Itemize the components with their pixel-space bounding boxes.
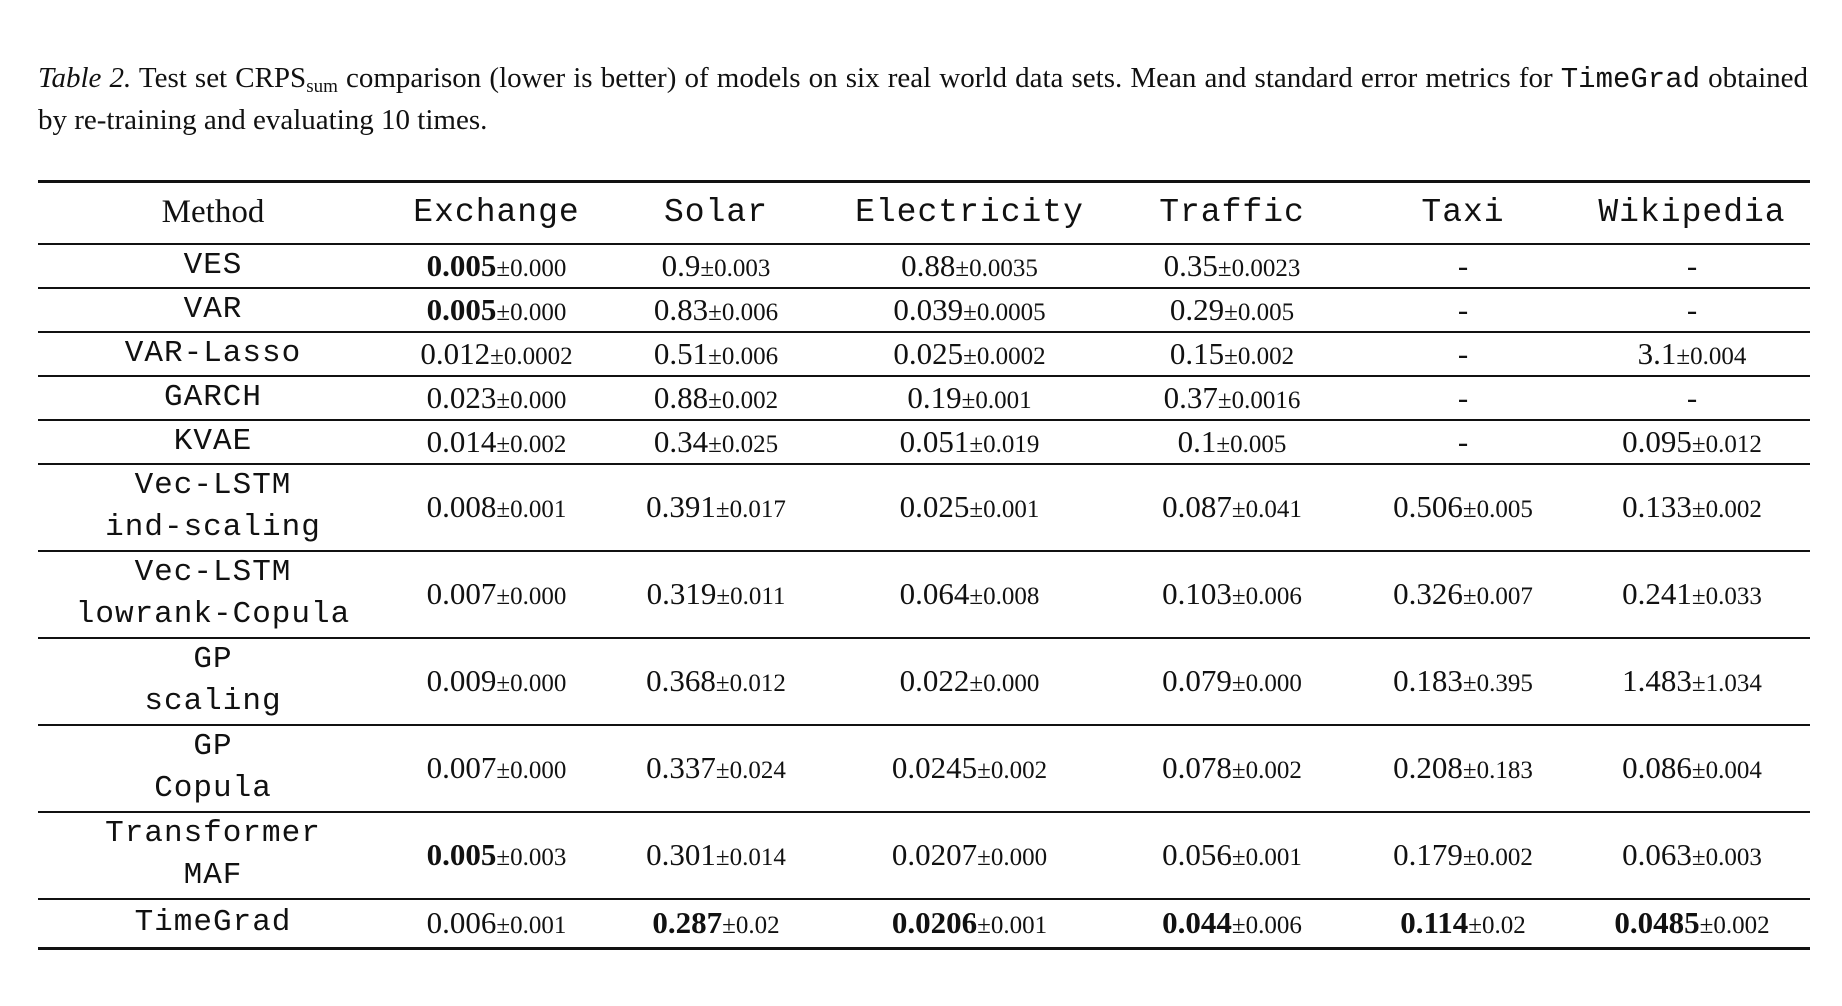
- metric-mean: -: [1686, 247, 1698, 283]
- metric-mean: 0.506: [1393, 489, 1463, 524]
- metric-cell: [1574, 244, 1810, 288]
- metric-mean: 0.326: [1393, 576, 1463, 611]
- metric-std-error: ±0.005: [1216, 430, 1287, 458]
- metric-cell: [388, 638, 605, 725]
- metric-mean: -: [1686, 379, 1698, 415]
- metric-cell: [827, 725, 1112, 812]
- metric-cell: [1574, 332, 1810, 376]
- metric-cell: [1352, 551, 1574, 638]
- metric-mean: 0.086: [1622, 750, 1692, 785]
- metric-std-error: ±0.041: [1231, 496, 1302, 523]
- metric-std-error: ±0.0005: [963, 298, 1046, 326]
- metric-cell: [827, 288, 1112, 332]
- table-body: [38, 244, 1810, 949]
- metric-mean: 0.022: [899, 663, 970, 698]
- metric-mean: 0.005: [426, 837, 497, 872]
- column-header-electricity: Electricity: [855, 194, 1084, 232]
- metric-std-error: ±0.002: [1224, 342, 1295, 370]
- metric-cell: [1112, 725, 1352, 812]
- metric-std-error: ±0.017: [715, 496, 786, 523]
- metric-std-error: ±0.002: [496, 430, 567, 458]
- metric-cell: [1352, 288, 1574, 332]
- column-header-solar: Solar: [663, 194, 769, 232]
- metric-mean: 0.29: [1169, 291, 1225, 327]
- metric-std-error: ±0.0002: [490, 342, 573, 370]
- metric-mean: 0.012: [420, 335, 491, 371]
- metric-std-error: ±0.033: [1691, 583, 1762, 610]
- method-name-line: Vec-LSTM: [134, 555, 292, 590]
- metric-std-error: ±0.000: [969, 670, 1040, 697]
- metric-mean: 0.183: [1393, 663, 1463, 698]
- metric-cell: [827, 812, 1112, 899]
- metric-std-error: ±0.000: [496, 757, 567, 784]
- metric-std-error: ±0.0016: [1217, 386, 1301, 414]
- method-name-line: MAF: [183, 858, 243, 893]
- method-name-line: Transformer: [105, 816, 321, 851]
- metric-mean: 0.007: [426, 576, 497, 611]
- method-name-line: VAR: [183, 291, 243, 327]
- metric-std-error: ±0.006: [1231, 583, 1302, 610]
- metric-std-error: ±0.001: [969, 496, 1040, 523]
- metric-std-error: ±0.002: [1699, 912, 1770, 940]
- metric-cell: [827, 332, 1112, 376]
- metric-std-error: ±1.034: [1691, 670, 1762, 697]
- metric-std-error: ±0.000: [496, 670, 567, 697]
- metric-std-error: ±0.0023: [1217, 254, 1301, 282]
- header-row: [38, 182, 1810, 244]
- table-row: [38, 288, 1810, 332]
- metric-mean: -: [1457, 335, 1469, 371]
- metric-cell: [605, 638, 827, 725]
- metric-mean: 0.133: [1622, 489, 1692, 524]
- metric-mean: 0.368: [646, 663, 716, 698]
- metric-std-error: ±0.007: [1462, 583, 1533, 610]
- metric-std-error: ±0.003: [700, 254, 771, 282]
- metric-std-error: ±0.001: [496, 496, 567, 523]
- metric-cell: [1352, 899, 1574, 949]
- metric-cell: [1112, 464, 1352, 551]
- table-row: [38, 464, 1810, 551]
- metric-std-error: ±0.011: [716, 583, 786, 610]
- metric-mean: 0.009: [426, 663, 497, 698]
- metric-cell: [1574, 288, 1810, 332]
- method-name-line: GP: [193, 642, 233, 677]
- metric-cell: [1574, 464, 1810, 551]
- metric-mean: 0.007: [426, 750, 497, 785]
- method-name-line: TimeGrad: [134, 905, 292, 941]
- metric-std-error: ±0.395: [1462, 670, 1533, 697]
- metric-mean: 0.025: [899, 489, 970, 524]
- table-row: [38, 376, 1810, 420]
- metric-cell: [1352, 464, 1574, 551]
- method-name-line: Copula: [154, 771, 272, 806]
- metric-cell: [1352, 376, 1574, 420]
- column-header-method: Method: [161, 194, 265, 231]
- metric-cell: [827, 464, 1112, 551]
- metric-mean: 0.014: [426, 423, 497, 459]
- metric-mean: 0.37: [1163, 379, 1218, 415]
- metric-mean: 3.1: [1637, 335, 1677, 371]
- method-name-line: VAR-Lasso: [124, 335, 302, 371]
- metric-mean: 0.179: [1393, 837, 1463, 872]
- metric-mean: 0.008: [426, 489, 497, 524]
- metric-std-error: ±0.002: [1231, 757, 1302, 784]
- metric-cell: [1112, 551, 1352, 638]
- metric-cell: [827, 376, 1112, 420]
- metric-std-error: ±0.000: [496, 254, 567, 282]
- metric-cell: [1574, 551, 1810, 638]
- metric-mean: 0.319: [646, 576, 717, 611]
- metric-std-error: ±0.002: [1462, 844, 1533, 871]
- metric-cell: [1352, 332, 1574, 376]
- metric-cell: [1574, 812, 1810, 899]
- metric-std-error: ±0.006: [1231, 912, 1302, 940]
- metric-cell: [388, 551, 605, 638]
- metric-mean: 0.88: [653, 379, 709, 415]
- metric-cell: [1112, 420, 1352, 464]
- metric-std-error: ±0.001: [496, 912, 567, 940]
- metric-cell: [1574, 638, 1810, 725]
- method-name-line: KVAE: [173, 423, 253, 459]
- method-name-cell: [38, 551, 388, 638]
- metric-cell: [827, 551, 1112, 638]
- metric-cell: [1574, 420, 1810, 464]
- metric-cell: [1574, 376, 1810, 420]
- metric-mean: 0.35: [1163, 247, 1218, 283]
- metric-mean: 0.005: [426, 247, 497, 283]
- table-row: [38, 899, 1810, 949]
- metric-mean: 0.025: [893, 335, 964, 371]
- table-row: [38, 725, 1810, 812]
- metric-std-error: ±0.006: [708, 342, 779, 370]
- metric-cell: [605, 812, 827, 899]
- metric-std-error: ±0.012: [715, 670, 786, 697]
- metric-cell: [1112, 376, 1352, 420]
- metric-cell: [1574, 899, 1810, 949]
- metric-cell: [388, 288, 605, 332]
- metric-cell: [605, 464, 827, 551]
- metric-cell: [388, 464, 605, 551]
- metric-cell: [827, 420, 1112, 464]
- table-row: [38, 332, 1810, 376]
- metric-std-error: ±0.000: [496, 386, 567, 414]
- metric-mean: 0.34: [653, 423, 709, 459]
- metric-mean: 0.83: [653, 291, 709, 327]
- metric-cell: [1352, 812, 1574, 899]
- metric-std-error: ±0.000: [496, 298, 567, 326]
- metric-std-error: ±0.000: [977, 844, 1048, 871]
- metric-mean: 0.114: [1400, 905, 1469, 941]
- metric-cell: [1352, 725, 1574, 812]
- metric-mean: 0.087: [1162, 489, 1232, 524]
- metric-std-error: ±0.002: [1691, 496, 1762, 523]
- table-row: [38, 244, 1810, 288]
- column-header-taxi: Taxi: [1421, 194, 1505, 232]
- metric-std-error: ±0.0035: [955, 254, 1038, 282]
- metric-cell: [1112, 812, 1352, 899]
- metric-std-error: ±0.024: [715, 757, 786, 784]
- metric-std-error: ±0.002: [708, 386, 779, 414]
- metric-std-error: ±0.002: [977, 757, 1048, 784]
- metric-cell: [388, 376, 605, 420]
- metric-std-error: ±0.02: [1468, 912, 1526, 940]
- metric-cell: [1112, 638, 1352, 725]
- metric-mean: 0.287: [652, 905, 723, 941]
- method-name-line: lowrank-Copula: [75, 597, 351, 632]
- metric-std-error: ±0.008: [969, 583, 1040, 610]
- results-table: [38, 180, 1810, 950]
- metric-cell: [605, 288, 827, 332]
- metric-mean: 0.19: [907, 379, 962, 415]
- metric-mean: 0.391: [646, 489, 716, 524]
- metric-cell: [388, 812, 605, 899]
- method-name-line: ind-scaling: [105, 510, 321, 545]
- method-name-cell: [38, 288, 388, 332]
- metric-cell: [605, 899, 827, 949]
- metric-mean: 0.88: [901, 247, 956, 283]
- metric-mean: 0.095: [1622, 423, 1692, 459]
- metric-cell: [605, 725, 827, 812]
- metric-mean: 0.301: [646, 837, 716, 872]
- metric-mean: 0.0207: [891, 837, 978, 872]
- method-name-cell: [38, 638, 388, 725]
- metric-cell: [388, 725, 605, 812]
- method-name-cell: [38, 725, 388, 812]
- table-row: [38, 551, 1810, 638]
- metric-mean: 0.078: [1162, 750, 1232, 785]
- metric-std-error: ±0.000: [496, 583, 567, 610]
- metric-cell: [388, 420, 605, 464]
- method-name-line: Vec-LSTM: [134, 468, 292, 503]
- metric-std-error: ±0.006: [708, 298, 779, 326]
- column-header-wikipedia: Wikipedia: [1598, 194, 1786, 232]
- metric-cell: [605, 376, 827, 420]
- metric-mean: -: [1457, 247, 1469, 283]
- metric-mean: 0.023: [426, 379, 497, 415]
- metric-cell: [1574, 725, 1810, 812]
- metric-cell: [388, 899, 605, 949]
- metric-mean: 0.039: [893, 291, 964, 327]
- method-name-line: GP: [193, 729, 233, 764]
- metric-std-error: ±0.025: [708, 430, 779, 458]
- metric-cell: [1112, 288, 1352, 332]
- metric-cell: [1112, 332, 1352, 376]
- metric-std-error: ±0.000: [1231, 670, 1302, 697]
- metric-cell: [1112, 899, 1352, 949]
- metric-mean: 0.064: [899, 576, 970, 611]
- column-header-exchange: Exchange: [413, 194, 580, 232]
- metric-std-error: ±0.02: [722, 912, 780, 940]
- method-name-cell: [38, 376, 388, 420]
- metric-mean: 0.337: [646, 750, 716, 785]
- metric-mean: 0.056: [1162, 837, 1232, 872]
- metric-mean: -: [1686, 291, 1698, 327]
- method-name-line: VES: [183, 247, 243, 283]
- metric-cell: [388, 332, 605, 376]
- metric-mean: 1.483: [1622, 663, 1692, 698]
- metric-std-error: ±0.001: [961, 386, 1032, 414]
- metric-mean: 0.005: [426, 291, 497, 327]
- metric-cell: [827, 899, 1112, 949]
- method-name-cell: [38, 420, 388, 464]
- method-name-cell: [38, 464, 388, 551]
- metric-std-error: ±0.019: [969, 430, 1040, 458]
- table-row: [38, 638, 1810, 725]
- caption-text-before-metric: Test set CRPS: [131, 62, 307, 94]
- metric-std-error: ±0.0002: [963, 342, 1046, 370]
- method-name-cell: [38, 244, 388, 288]
- metric-mean: 0.006: [426, 905, 497, 941]
- metric-mean: -: [1457, 379, 1469, 415]
- metric-mean: -: [1457, 291, 1469, 327]
- caption-label: Table 2.: [38, 62, 132, 94]
- metric-mean: 0.0245: [891, 750, 978, 785]
- table-caption: [38, 58, 1808, 140]
- table-row: [38, 812, 1810, 899]
- metric-mean: 0.079: [1162, 663, 1232, 698]
- metric-std-error: ±0.003: [1691, 844, 1762, 871]
- metric-cell: [1352, 420, 1574, 464]
- metric-std-error: ±0.004: [1676, 342, 1747, 370]
- column-header-traffic: Traffic: [1159, 194, 1305, 232]
- metric-mean: 0.044: [1162, 905, 1232, 941]
- metric-mean: 0.241: [1622, 576, 1692, 611]
- metric-mean: 0.208: [1393, 750, 1463, 785]
- method-name-line: scaling: [144, 684, 282, 719]
- metric-std-error: ±0.183: [1462, 757, 1533, 784]
- table-header: [38, 182, 1810, 244]
- metric-std-error: ±0.012: [1691, 430, 1762, 458]
- metric-mean: 0.063: [1622, 837, 1692, 872]
- method-name-cell: [38, 812, 388, 899]
- metric-cell: [827, 638, 1112, 725]
- metric-mean: 0.0206: [891, 905, 978, 941]
- method-name-cell: [38, 899, 388, 949]
- metric-mean: -: [1457, 423, 1469, 459]
- metric-mean: 0.51: [653, 335, 709, 371]
- metric-cell: [827, 244, 1112, 288]
- metric-cell: [605, 420, 827, 464]
- caption-text-after-metric: comparison (lower is better) of models on six real world data sets. Mean and standard error metrics for: [337, 62, 1561, 94]
- metric-cell: [605, 551, 827, 638]
- metric-std-error: ±0.003: [496, 844, 567, 871]
- metric-mean: 0.1: [1177, 423, 1217, 459]
- metric-mean: 0.9: [661, 247, 701, 283]
- caption-metric-subscript: sum: [306, 76, 338, 97]
- metric-std-error: ±0.004: [1691, 757, 1762, 784]
- metric-cell: [605, 332, 827, 376]
- metric-cell: [605, 244, 827, 288]
- metric-std-error: ±0.005: [1462, 496, 1533, 523]
- metric-cell: [1112, 244, 1352, 288]
- metric-mean: 0.051: [899, 423, 970, 459]
- caption-text-end: obtained by re-training and evaluating 10 times.: [38, 62, 1808, 136]
- metric-std-error: ±0.001: [1231, 844, 1302, 871]
- method-name-line: GARCH: [163, 379, 262, 415]
- metric-std-error: ±0.001: [977, 912, 1048, 940]
- metric-std-error: ±0.014: [715, 844, 786, 871]
- table-row: [38, 420, 1810, 464]
- metric-mean: 0.15: [1169, 335, 1225, 371]
- metric-mean: 0.103: [1162, 576, 1232, 611]
- metric-cell: [1352, 638, 1574, 725]
- method-name-cell: [38, 332, 388, 376]
- metric-cell: [1352, 244, 1574, 288]
- metric-cell: [388, 244, 605, 288]
- caption-model-name: TimeGrad: [1560, 63, 1701, 96]
- metric-mean: 0.0485: [1614, 905, 1700, 941]
- metric-std-error: ±0.005: [1224, 298, 1295, 326]
